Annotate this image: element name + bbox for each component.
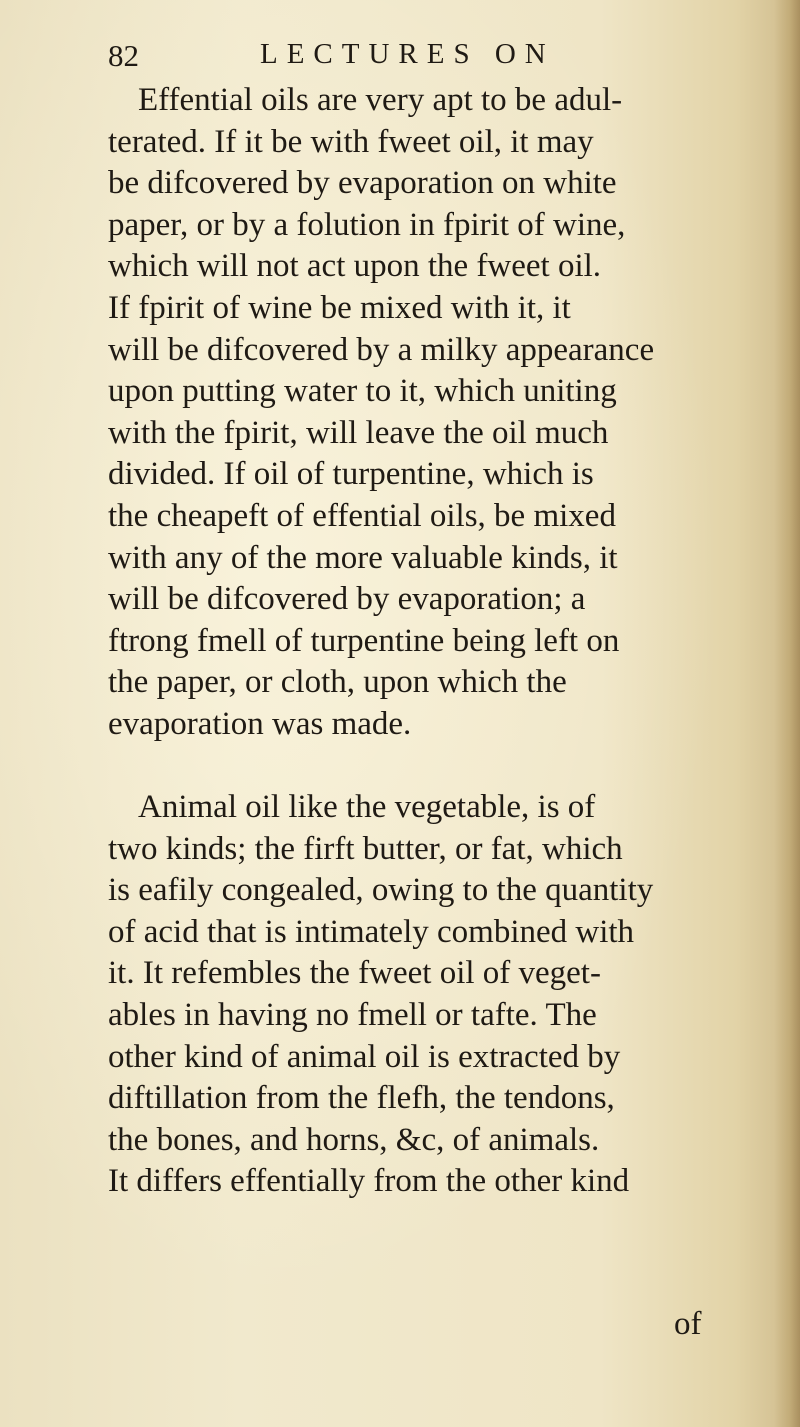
text-line: other kind of animal oil is extracted by: [108, 1038, 621, 1075]
text-line: Animal oil like the vegetable, is of: [138, 789, 596, 826]
text-line: terated. If it be with fweet oil, it may: [108, 123, 594, 160]
page-edge-shadow: [774, 0, 800, 1427]
text-line: two kinds; the firft butter, or fat, which: [108, 830, 623, 867]
text-line: the cheapeft of effential oils, be mixed: [108, 497, 616, 534]
text-line: will be difcovered by evaporation; a: [108, 581, 586, 618]
text-line: is eafily congealed, owing to the quantity: [108, 872, 654, 909]
paragraph-1: [108, 80, 704, 746]
text-line: with the fpirit, will leave the oil much: [108, 414, 609, 451]
page-number: 82: [108, 38, 139, 73]
text-line: paper, or by a folution in fpirit of wine,: [108, 206, 626, 243]
text-line: of acid that is intimately combined with: [108, 913, 635, 950]
text-line: Effential oils are very apt to be adul-: [138, 82, 623, 118]
text-line: with any of the more valuable kinds, it: [108, 539, 618, 576]
text-line: evaporation was made.: [108, 705, 412, 742]
text-line: which will not act upon the fweet oil.: [108, 248, 602, 285]
text-line: be difcovered by evaporation on white: [108, 165, 617, 202]
text-line: divided. If oil of turpentine, which is: [108, 456, 594, 493]
running-head-title: LECTURES ON: [260, 38, 555, 70]
text-line: the paper, or cloth, upon which the: [108, 664, 567, 701]
paragraph-gap: [108, 746, 704, 788]
running-head: [108, 38, 668, 78]
text-line: it. It refembles the fweet oil of veget-: [108, 955, 601, 992]
text-line: If fpirit of wine be mixed with it, it: [108, 289, 571, 326]
paragraph-2: [108, 787, 704, 1203]
text-line: upon putting water to it, which uniting: [108, 373, 617, 410]
text-line: diftillation from the flefh, the tendons,: [108, 1080, 615, 1117]
text-line: ables in having no fmell or tafte. The: [108, 997, 597, 1034]
catchword: of: [674, 1306, 702, 1342]
text-line: ftrong fmell of turpentine being left on: [108, 622, 620, 659]
text-line: the bones, and horns, &c, of animals.: [108, 1121, 600, 1158]
text-line: It differs effentially from the other kind: [108, 1163, 630, 1200]
body-text: [108, 80, 704, 1203]
text-line: will be difcovered by a milky appearance: [108, 331, 655, 368]
